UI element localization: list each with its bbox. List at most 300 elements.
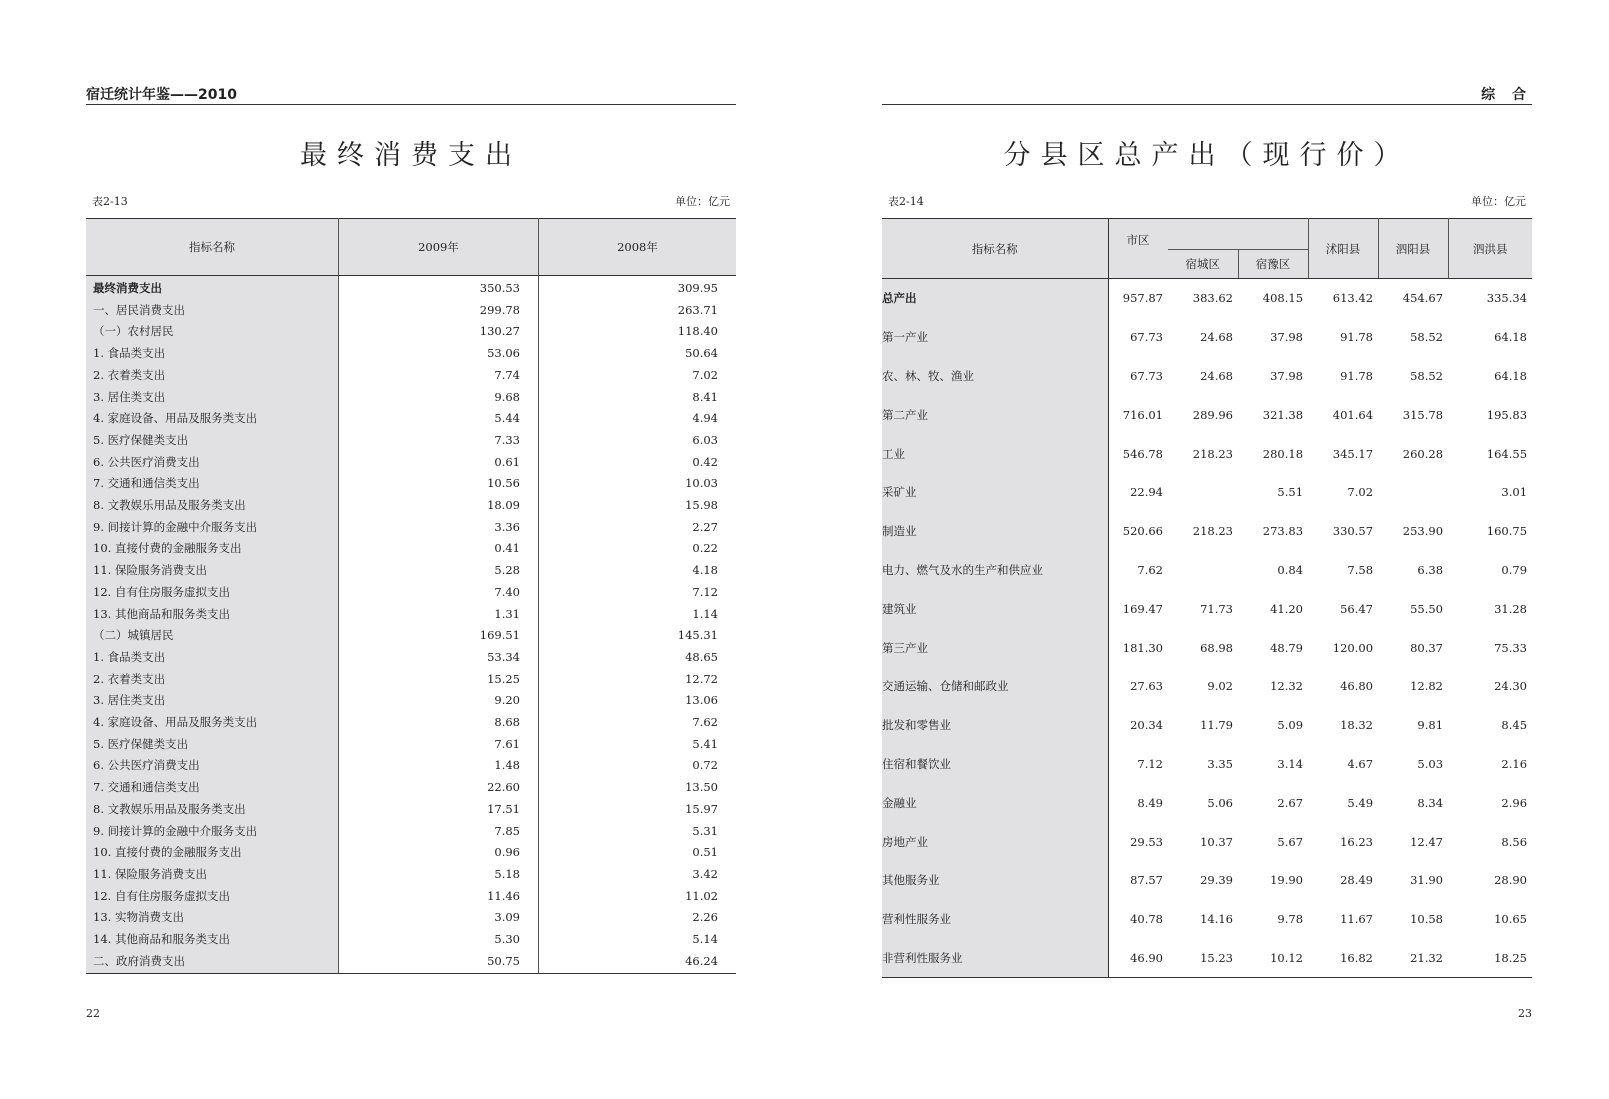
- row-name-cell: 6. 公共医疗消费支出: [86, 755, 339, 777]
- row-name-cell: （一）农村居民: [86, 321, 339, 343]
- value-sucheng-cell: 24.68: [1200, 330, 1233, 345]
- row-name-cell: 14. 其他商品和服务类支出: [86, 929, 339, 951]
- value-2008-cell: 1.14: [692, 606, 718, 621]
- value-sucheng-cell: 29.39: [1200, 873, 1233, 888]
- table-row: [882, 706, 1532, 745]
- value-sucheng-cell: [1168, 551, 1238, 590]
- running-head: [86, 84, 736, 105]
- value-2008-cell: 3.42: [692, 866, 718, 881]
- row-name-cell: 最终消费支出: [86, 276, 339, 300]
- value-2008-cell: 0.51: [692, 845, 718, 860]
- value-shuyang-cell: 91.78: [1340, 368, 1374, 383]
- table-row: [86, 343, 736, 365]
- value-shuyang-cell: 5.49: [1347, 795, 1374, 810]
- value-2008-cell: 7.62: [692, 715, 718, 730]
- value-urban-total-cell: 169.47: [1122, 601, 1163, 616]
- value-suyu-cell: 280.18: [1262, 446, 1304, 461]
- value-suyu-cell: 3.14: [1277, 756, 1304, 771]
- value-2008-cell: 15.98: [685, 498, 718, 513]
- value-2009-cell: 350.53: [339, 276, 539, 300]
- value-2008-cell: 2.27: [692, 519, 718, 534]
- table-row: [882, 783, 1532, 822]
- row-name-cell: 工业: [882, 434, 1108, 473]
- value-siyang-cell: 80.37: [1410, 640, 1444, 655]
- value-2009-cell: 18.09: [339, 495, 539, 517]
- table-row: [882, 939, 1532, 978]
- page-title: 最终消费支出: [300, 140, 522, 171]
- value-urban-total-cell: 29.53: [1130, 834, 1163, 849]
- value-shuyang-cell: 28.49: [1340, 873, 1374, 888]
- value-2009-cell: 50.75: [339, 951, 539, 973]
- value-sihong-cell: 10.65: [1494, 912, 1528, 927]
- header-suyu: 宿豫区: [1238, 250, 1308, 279]
- value-sucheng-cell: 10.37: [1200, 834, 1233, 849]
- table-row: [882, 357, 1532, 396]
- row-name-cell: 8. 文教娱乐用品及服务类支出: [86, 799, 339, 821]
- row-name-cell: 建筑业: [882, 589, 1108, 628]
- value-urban-total-cell: 8.49: [1137, 795, 1163, 810]
- value-2008-cell: 0.72: [692, 758, 718, 773]
- table-header-row: [86, 219, 736, 276]
- table-row: [882, 822, 1532, 861]
- value-urban-total-cell: 520.66: [1122, 524, 1163, 539]
- value-2009-cell: 5.28: [339, 560, 539, 582]
- table-row: [86, 538, 736, 560]
- value-2008-cell: 13.06: [685, 693, 718, 708]
- value-suyu-cell: 41.20: [1270, 601, 1304, 616]
- table-row: [86, 408, 736, 430]
- row-name-cell: 9. 间接计算的金融中介服务支出: [86, 517, 339, 539]
- row-name-cell: 农、林、牧、渔业: [882, 357, 1108, 396]
- value-sihong-cell: 3.01: [1501, 485, 1528, 500]
- value-urban-total-cell: 957.87: [1122, 291, 1163, 306]
- value-urban-total-cell: 20.34: [1130, 718, 1163, 733]
- value-2009-cell: 0.61: [339, 452, 539, 474]
- row-name-cell: 第一产业: [882, 318, 1108, 357]
- value-2009-cell: 5.18: [339, 864, 539, 886]
- value-2008-cell: 4.94: [692, 411, 718, 426]
- table-row: [86, 647, 736, 669]
- value-2008-cell: 263.71: [677, 302, 718, 317]
- table-row: [86, 625, 736, 647]
- page-number: 23: [1518, 1007, 1532, 1020]
- row-name-cell: 采矿业: [882, 473, 1108, 512]
- unit-label: 单位：亿元: [675, 195, 730, 208]
- row-name-cell: 第三产业: [882, 628, 1108, 667]
- value-sihong-cell: 75.33: [1494, 640, 1528, 655]
- row-name-cell: 房地产业: [882, 822, 1108, 861]
- table-row: [86, 582, 736, 604]
- value-2009-cell: 0.41: [339, 538, 539, 560]
- value-2008-cell: 0.22: [692, 541, 718, 556]
- value-sucheng-cell: 3.35: [1207, 756, 1233, 771]
- value-shuyang-cell: 345.17: [1332, 446, 1374, 461]
- value-urban-total-cell: 40.78: [1130, 912, 1163, 927]
- value-2009-cell: 3.36: [339, 517, 539, 539]
- row-name-cell: 住宿和餐饮业: [882, 745, 1108, 784]
- unit-label: 单位：亿元: [1471, 195, 1526, 208]
- row-name-cell: 电力、燃气及水的生产和供应业: [882, 551, 1108, 590]
- table-row: [86, 864, 736, 886]
- value-2009-cell: 7.61: [339, 734, 539, 756]
- header-indicator: 指标名称: [882, 219, 1108, 279]
- value-suyu-cell: 10.12: [1238, 939, 1308, 978]
- table-body: [882, 279, 1532, 978]
- value-shuyang-cell: 613.42: [1332, 291, 1374, 306]
- row-name-cell: 12. 自有住房服务虚拟支出: [86, 582, 339, 604]
- value-2008-cell: 2.26: [692, 910, 718, 925]
- table-row: [86, 560, 736, 582]
- value-suyu-cell: 37.98: [1270, 368, 1304, 383]
- value-siyang-cell: 5.03: [1417, 756, 1444, 771]
- table-body: [86, 276, 736, 974]
- value-2008-cell: 7.02: [692, 367, 718, 382]
- row-name-cell: 5. 医疗保健类支出: [86, 430, 339, 452]
- table-row: [86, 321, 736, 343]
- table-row: [86, 907, 736, 929]
- row-name-cell: 12. 自有住房服务虚拟支出: [86, 886, 339, 908]
- value-2009-cell: 53.06: [339, 343, 539, 365]
- table-row: [86, 430, 736, 452]
- row-name-cell: 9. 间接计算的金融中介服务支出: [86, 821, 339, 843]
- value-sihong-cell: 0.79: [1501, 562, 1528, 577]
- table-row: [882, 745, 1532, 784]
- table-row: [86, 276, 736, 300]
- row-name-cell: 1. 食品类支出: [86, 343, 339, 365]
- value-siyang-cell: 55.50: [1410, 601, 1444, 616]
- value-sucheng-cell: 24.68: [1200, 368, 1233, 383]
- table-row: [882, 434, 1532, 473]
- value-suyu-cell: 9.78: [1277, 912, 1304, 927]
- row-name-cell: 13. 实物消费支出: [86, 907, 339, 929]
- table-row: [86, 365, 736, 387]
- value-shuyang-cell: 46.80: [1340, 679, 1374, 694]
- value-2008-cell: 118.40: [677, 324, 718, 339]
- row-name-cell: 二、政府消费支出: [86, 951, 339, 973]
- value-2008-cell: 0.42: [692, 454, 718, 469]
- table-row: [882, 628, 1532, 667]
- value-suyu-cell: 5.67: [1277, 834, 1304, 849]
- table-row: [882, 512, 1532, 551]
- page-title: 分县区总产出（现行价）: [1003, 140, 1411, 171]
- table-row: [86, 777, 736, 799]
- value-urban-total-cell: 67.73: [1130, 330, 1163, 345]
- table-row: [86, 473, 736, 495]
- value-2009-cell: 7.85: [339, 821, 539, 843]
- value-siyang-cell: 31.90: [1410, 873, 1444, 888]
- left-page: [86, 0, 736, 1099]
- value-2009-cell: 15.25: [339, 669, 539, 691]
- row-name-cell: 8. 文教娱乐用品及服务类支出: [86, 495, 339, 517]
- value-shuyang-cell: 330.57: [1332, 524, 1374, 539]
- value-2008-cell: 5.31: [692, 823, 718, 838]
- header-indicator: 指标名称: [86, 219, 339, 276]
- value-suyu-cell: 0.84: [1277, 562, 1304, 577]
- value-2009-cell: 5.30: [339, 929, 539, 951]
- value-sucheng-cell: 218.23: [1192, 524, 1233, 539]
- row-name-cell: 一、居民消费支出: [86, 300, 339, 322]
- section-title: 综 合: [1481, 87, 1532, 103]
- value-urban-total-cell: 7.62: [1137, 562, 1163, 577]
- table-row: [882, 861, 1532, 900]
- value-2009-cell: 0.96: [339, 842, 539, 864]
- value-shuyang-cell: 7.58: [1347, 562, 1374, 577]
- value-2009-cell: 1.31: [339, 604, 539, 626]
- table-row: [882, 395, 1532, 434]
- value-sucheng-cell: [1168, 473, 1238, 512]
- value-suyu-cell: 408.15: [1262, 291, 1304, 306]
- value-siyang-cell: 12.47: [1410, 834, 1444, 849]
- table-row: [882, 473, 1532, 512]
- value-sihong-cell: 2.16: [1501, 756, 1528, 771]
- value-suyu-cell: 37.98: [1270, 330, 1304, 345]
- row-name-cell: 6. 公共医疗消费支出: [86, 452, 339, 474]
- header-sucheng: 宿城区: [1168, 250, 1238, 279]
- value-suyu-cell: 5.51: [1277, 485, 1304, 500]
- row-name-cell: 5. 医疗保健类支出: [86, 734, 339, 756]
- table-row: [882, 667, 1532, 706]
- table-row: [86, 799, 736, 821]
- value-sucheng-cell: 14.16: [1200, 912, 1233, 927]
- table-row: [86, 495, 736, 517]
- row-name-cell: 批发和零售业: [882, 706, 1108, 745]
- value-sihong-cell: 28.90: [1494, 873, 1528, 888]
- value-2009-cell: 8.68: [339, 712, 539, 734]
- value-2009-cell: 11.46: [339, 886, 539, 908]
- value-siyang-cell: 8.34: [1417, 795, 1444, 810]
- table-row: [86, 517, 736, 539]
- value-urban-total-cell: 716.01: [1122, 407, 1163, 422]
- value-suyu-cell: 48.79: [1270, 640, 1304, 655]
- value-sihong-cell: 164.55: [1486, 446, 1528, 461]
- header-shuyang: 沭阳县: [1308, 219, 1378, 279]
- header-2009: 2009年: [339, 219, 539, 276]
- value-2008-cell: 4.18: [692, 563, 718, 578]
- table-row: [882, 551, 1532, 590]
- value-2008-cell: 50.64: [685, 346, 718, 361]
- table-row: [86, 669, 736, 691]
- value-suyu-cell: 5.09: [1277, 718, 1304, 733]
- value-sihong-cell: 64.18: [1494, 330, 1528, 345]
- value-2009-cell: 299.78: [339, 300, 539, 322]
- header-urban-spacer: [1108, 250, 1168, 279]
- value-2008-cell: 13.50: [685, 780, 718, 795]
- row-name-cell: 7. 交通和通信类支出: [86, 777, 339, 799]
- value-urban-total-cell: 181.30: [1122, 640, 1163, 655]
- table-row: [86, 929, 736, 951]
- value-2008-cell: 8.41: [692, 389, 718, 404]
- value-shuyang-cell: 7.02: [1347, 485, 1374, 500]
- value-sucheng-cell: 5.06: [1207, 795, 1233, 810]
- table-row: [86, 821, 736, 843]
- value-sucheng-cell: 71.73: [1200, 601, 1233, 616]
- value-sihong-cell: 2.96: [1501, 795, 1528, 810]
- value-sihong-cell: 195.83: [1486, 407, 1528, 422]
- value-sucheng-cell: 9.02: [1207, 679, 1233, 694]
- value-shuyang-cell: 56.47: [1340, 601, 1374, 616]
- value-siyang-cell: 9.81: [1417, 718, 1444, 733]
- value-siyang-cell: 260.28: [1402, 446, 1444, 461]
- row-name-cell: 3. 居住类支出: [86, 387, 339, 409]
- row-name-cell: 10. 直接付费的金融服务支出: [86, 842, 339, 864]
- row-name-cell: 1. 食品类支出: [86, 647, 339, 669]
- header-urban-district: 市区: [1108, 219, 1308, 250]
- running-head: [882, 84, 1532, 105]
- value-shuyang-cell: 4.67: [1347, 756, 1374, 771]
- value-2009-cell: 169.51: [339, 625, 539, 647]
- value-suyu-cell: 321.38: [1262, 407, 1304, 422]
- value-2009-cell: 53.34: [339, 647, 539, 669]
- page-number: 22: [86, 1007, 100, 1020]
- table-row: [86, 690, 736, 712]
- value-sihong-cell: 24.30: [1494, 679, 1528, 694]
- value-suyu-cell: 273.83: [1262, 524, 1304, 539]
- value-2008-cell: 15.97: [685, 801, 718, 816]
- row-name-cell: 2. 衣着类支出: [86, 365, 339, 387]
- value-sucheng-cell: 218.23: [1192, 446, 1233, 461]
- value-shuyang-cell: 16.23: [1340, 834, 1374, 849]
- row-name-cell: 3. 居住类支出: [86, 690, 339, 712]
- value-sihong-cell: 8.56: [1501, 834, 1528, 849]
- value-2009-cell: 17.51: [339, 799, 539, 821]
- value-2009-cell: 130.27: [339, 321, 539, 343]
- yearbook-title: 宿迁统计年鉴——2010: [86, 87, 237, 103]
- value-2008-cell: 10.03: [685, 476, 718, 491]
- table-row: [882, 900, 1532, 939]
- value-siyang-cell: 58.52: [1410, 368, 1444, 383]
- row-name-cell: （二）城镇居民: [86, 625, 339, 647]
- value-2009-cell: 3.09: [339, 907, 539, 929]
- value-siyang-cell: 58.52: [1410, 330, 1444, 345]
- value-2008-cell: 145.31: [677, 628, 718, 643]
- header-sihong: 泗洪县: [1448, 219, 1532, 279]
- row-name-cell: 11. 保险服务消费支出: [86, 560, 339, 582]
- value-2009-cell: 9.20: [339, 690, 539, 712]
- value-siyang-cell: 12.82: [1410, 679, 1444, 694]
- value-sihong-cell: 335.34: [1486, 291, 1528, 306]
- value-2009-cell: 5.44: [339, 408, 539, 430]
- row-name-cell: 其他服务业: [882, 861, 1108, 900]
- row-name-cell: 7. 交通和通信类支出: [86, 473, 339, 495]
- value-sucheng-cell: 68.98: [1200, 640, 1233, 655]
- value-siyang-cell: 315.78: [1402, 407, 1444, 422]
- right-page: [882, 0, 1532, 1099]
- row-name-cell: 总产出: [882, 279, 1108, 318]
- table-row: [86, 734, 736, 756]
- table-row: [86, 951, 736, 973]
- value-siyang-cell: 253.90: [1402, 524, 1444, 539]
- value-sihong-cell: 18.25: [1448, 939, 1532, 978]
- final-consumption-table: [86, 218, 736, 974]
- value-urban-total-cell: 22.94: [1130, 485, 1163, 500]
- value-2008-cell: 12.72: [685, 671, 718, 686]
- table-row: [86, 755, 736, 777]
- value-sihong-cell: 64.18: [1494, 368, 1528, 383]
- value-suyu-cell: 12.32: [1270, 679, 1304, 694]
- value-sihong-cell: 31.28: [1494, 601, 1528, 616]
- table-row: [86, 886, 736, 908]
- value-2009-cell: 10.56: [339, 473, 539, 495]
- row-name-cell: 制造业: [882, 512, 1108, 551]
- header-2008: 2008年: [539, 219, 737, 276]
- row-name-cell: 交通运输、仓储和邮政业: [882, 667, 1108, 706]
- value-sucheng-cell: 11.79: [1200, 718, 1233, 733]
- table-row: [86, 604, 736, 626]
- table-row: [86, 387, 736, 409]
- table-number: 表2-14: [888, 195, 924, 208]
- value-2009-cell: 7.40: [339, 582, 539, 604]
- value-urban-total-cell: 546.78: [1122, 446, 1163, 461]
- value-2008-cell: 5.14: [692, 932, 718, 947]
- value-siyang-cell: 21.32: [1378, 939, 1448, 978]
- value-sucheng-cell: 289.96: [1192, 407, 1233, 422]
- value-shuyang-cell: 16.82: [1308, 939, 1378, 978]
- row-name-cell: 金融业: [882, 783, 1108, 822]
- value-sucheng-cell: 383.62: [1192, 291, 1233, 306]
- value-urban-total-cell: 87.57: [1130, 873, 1163, 888]
- row-name-cell: 10. 直接付费的金融服务支出: [86, 538, 339, 560]
- table-row: [86, 452, 736, 474]
- value-urban-total-cell: 27.63: [1130, 679, 1163, 694]
- row-name-cell: 2. 衣着类支出: [86, 669, 339, 691]
- value-sihong-cell: 160.75: [1486, 524, 1528, 539]
- row-name-cell: 营利性服务业: [882, 900, 1108, 939]
- table-row: [86, 842, 736, 864]
- value-siyang-cell: 6.38: [1417, 562, 1444, 577]
- table-row: [882, 589, 1532, 628]
- value-2009-cell: 22.60: [339, 777, 539, 799]
- value-2008-cell: 6.03: [692, 432, 718, 447]
- value-sihong-cell: 8.45: [1501, 718, 1528, 733]
- table-number: 表2-13: [92, 195, 128, 208]
- value-2009-cell: 7.33: [339, 430, 539, 452]
- table-row: [86, 300, 736, 322]
- value-sucheng-cell: 15.23: [1168, 939, 1238, 978]
- value-shuyang-cell: 401.64: [1332, 407, 1374, 422]
- value-2008-cell: 48.65: [685, 649, 718, 664]
- value-suyu-cell: 2.67: [1277, 795, 1304, 810]
- value-2009-cell: 7.74: [339, 365, 539, 387]
- table-row: [86, 712, 736, 734]
- value-shuyang-cell: 91.78: [1340, 330, 1374, 345]
- value-2008-cell: 46.24: [539, 951, 737, 973]
- value-2008-cell: 309.95: [677, 281, 718, 295]
- header-siyang: 泗阳县: [1378, 219, 1448, 279]
- table-header-row: [882, 219, 1532, 250]
- value-2008-cell: 11.02: [685, 888, 718, 903]
- table-row: [882, 318, 1532, 357]
- row-name-cell: 11. 保险服务消费支出: [86, 864, 339, 886]
- value-2008-cell: 7.12: [692, 584, 718, 599]
- value-shuyang-cell: 120.00: [1332, 640, 1374, 655]
- row-name-cell: 13. 其他商品和服务类支出: [86, 604, 339, 626]
- row-name-cell: 4. 家庭设备、用品及服务类支出: [86, 712, 339, 734]
- value-urban-total-cell: 67.73: [1130, 368, 1163, 383]
- value-shuyang-cell: 18.32: [1340, 718, 1374, 733]
- table-row: [882, 279, 1532, 318]
- value-urban-total-cell: 46.90: [1108, 939, 1168, 978]
- value-urban-total-cell: 7.12: [1137, 756, 1163, 771]
- value-2008-cell: 5.41: [692, 736, 718, 751]
- value-shuyang-cell: 11.67: [1340, 912, 1374, 927]
- value-suyu-cell: 19.90: [1270, 873, 1304, 888]
- value-siyang-cell: 10.58: [1410, 912, 1444, 927]
- row-name-cell: 第二产业: [882, 395, 1108, 434]
- row-name-cell: 非营利性服务业: [882, 939, 1108, 978]
- value-siyang-cell: 454.67: [1402, 291, 1444, 306]
- row-name-cell: 4. 家庭设备、用品及服务类支出: [86, 408, 339, 430]
- value-siyang-cell: [1378, 473, 1448, 512]
